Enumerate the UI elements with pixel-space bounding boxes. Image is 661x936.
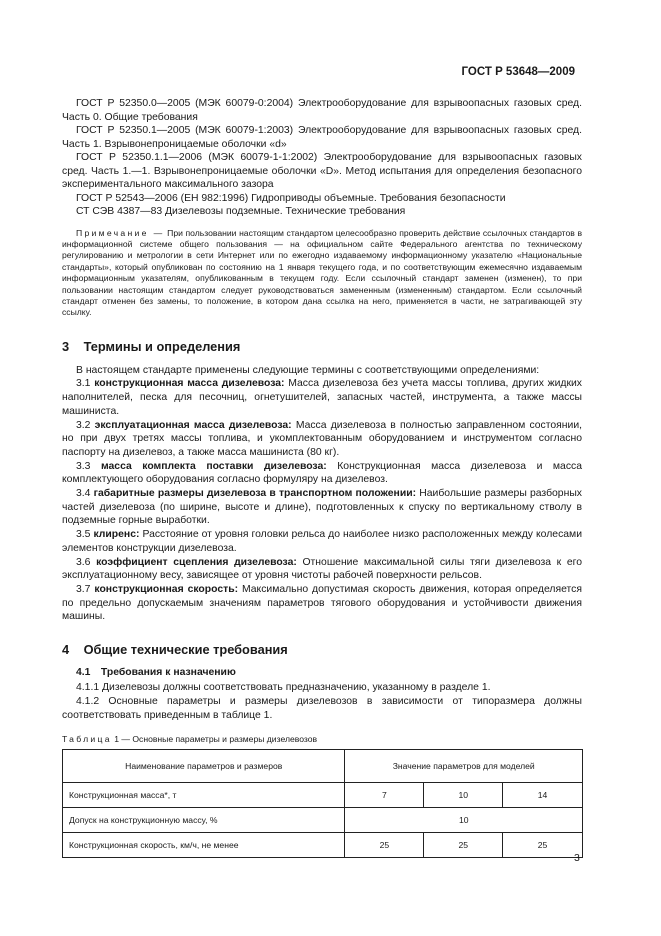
- section-4-body: [62, 681, 582, 722]
- term-name: масса комплекта поставки дизелевоза:: [100, 460, 327, 472]
- note: [62, 228, 582, 319]
- note-label: Примечание —: [76, 227, 165, 238]
- term-number: 3.4: [76, 488, 91, 500]
- reference-item: ГОСТ Р 52350.0—2005 (МЭК 60079-0:2004) Электрооборудование для взрывоопасных газовых сред. Часть 0. Общие требования: [62, 98, 582, 123]
- section-title: Общие технические требования: [83, 642, 288, 658]
- term-text: Масса дизелевоза в полностью заправленном состоянии, но при двух третях массы топлива, и укомплектованным оборудованием и инструментом согласно паспорту на дизелевоз, а также масса машиниста (80 кг).: [62, 419, 583, 458]
- term-definition: [62, 556, 582, 583]
- section-intro: В настоящем стандарте применены следующие термины с соответствующими определениями:: [76, 364, 540, 376]
- subsection-number: 4.1: [76, 667, 91, 679]
- section-3-body: [62, 364, 582, 624]
- value-model-2: 10: [424, 783, 503, 808]
- column-header-parameter: Наименование параметров и размеров: [63, 750, 345, 783]
- table-row: [63, 808, 583, 833]
- term-number: 3.7: [76, 584, 91, 595]
- subsection-title: Требования к назначению: [100, 667, 236, 679]
- section-3-heading: [62, 339, 582, 354]
- table-caption: [62, 734, 582, 744]
- page-content: [62, 97, 582, 858]
- term-number: 3.3: [76, 460, 91, 472]
- normative-references: [62, 97, 582, 219]
- term-name: конструкционная масса дизелевоза:: [94, 378, 285, 390]
- term-number: 3.2: [76, 419, 91, 431]
- term-text: Максимально допустимая скорость движения, которая определяется по предельно допускаемым значениям параметров тягового оборудования и устойчивости движения машины.: [62, 584, 582, 623]
- term-definition: [62, 528, 582, 555]
- table-header-row: [63, 750, 583, 783]
- term-text: Конструкционная масса дизелевоза и масса комплектующего оборудования согласно формуляру на дизелевоз.: [62, 460, 583, 486]
- term-number: 3.1: [76, 378, 91, 390]
- subsection-4-1-heading: [76, 667, 582, 678]
- section-title: Термины и определения: [83, 338, 241, 354]
- term-definition: [62, 377, 582, 418]
- term-number: 3.5: [76, 529, 91, 541]
- parameters-table: [62, 749, 583, 858]
- column-header-values: Значение параметров для моделей: [345, 750, 583, 783]
- section-number: 4: [62, 642, 70, 658]
- term-text: Отношение максимальной силы тяги дизелевоза к его эксплуатационному весу, зависящее от уровня чистоты рабочей поверхности рельсов.: [62, 556, 582, 582]
- term-name: коэффициент сцепления дизелевоза:: [96, 556, 297, 568]
- section-4-heading: [62, 642, 582, 657]
- term-name: клиренс:: [93, 529, 140, 541]
- term-text: Масса дизелевоза без учета массы топлива, других жидких наполнителей, песка для песочниц, огнетушителей, запасных частей, инструмента, а также массы машиниста.: [62, 378, 583, 417]
- term-text: Наибольшие размеры разборных частей дизелевоза (по ширине, высоте и длине), подготовленных к спуску по вертикальному стволу в подземные горные выработки.: [62, 488, 582, 527]
- reference-item: ГОСТ Р 52350.1—2005 (МЭК 60079-1:2003) Электрооборудование для взрывоопасных газовых сред. Часть 1. Взрывонепроницаемые оболочки «d»: [62, 125, 582, 150]
- term-name: эксплуатационная масса дизелевоза:: [94, 419, 292, 431]
- reference-item: ГОСТ Р 52350.1.1—2006 (МЭК 60079-1-1:2002) Электрооборудование для взрывоопасных газовых сред. Часть 1.—1. Взрывонепроницаемые оболочки «D». Метод испытания для определения безопасного экспериментального максимального зазора: [62, 152, 582, 190]
- reference-item: СТ СЭВ 4387—83 Дизелевозы подземные. Технические требования: [76, 206, 406, 217]
- term-text: Расстояние от уровня головки рельса до наиболее низко расположенных между колесами элементов конструкции дизелевоза.: [62, 529, 582, 554]
- value-model-3: 14: [503, 783, 583, 808]
- value-model-2: 25: [424, 833, 503, 858]
- term-definition: [62, 419, 582, 460]
- term-definition: [62, 487, 582, 528]
- page-number: 3: [574, 852, 580, 864]
- value-model-1: 7: [345, 783, 424, 808]
- value-all-models: 10: [345, 808, 583, 833]
- term-name: конструкционная скорость:: [94, 584, 239, 595]
- param-name: Конструкционная масса*, т: [63, 783, 345, 808]
- table-row: [63, 783, 583, 808]
- reference-item: ГОСТ Р 52543—2006 (ЕН 982:1996) Гидроприводы объемные. Требования безопасности: [76, 192, 506, 204]
- term-name: габаритные размеры дизелевоза в транспортном положении:: [93, 488, 417, 500]
- paragraph: 4.1.1 Дизелевозы должны соответствовать предназначению, указанному в разделе 1.: [76, 682, 491, 694]
- param-name: Конструкционная скорость, км/ч, не менее: [63, 833, 345, 858]
- term-definition: [62, 460, 582, 487]
- table-row: [63, 833, 583, 858]
- section-number: 3: [62, 338, 70, 354]
- page-header: ГОСТ Р 53648—2009: [461, 66, 575, 78]
- note-text: При пользовании настоящим стандартом целесообразно проверить действие ссылочных стандартов в информационной системе общего пользования — на официальном сайте Федерального агентства по техническому регулированию и метрологии в сети Интернет или по ежегодно издаваемому информационному указателю «Национальные стандарты», который опубликован по состоянию на 1 января текущего года, и по соответствующим ежемесячно издаваемым информационным указателям, опубликованным в текущем году. Если ссылочный стандарт заменен (изменен), то при пользовании настоящим стандартом следует руководствоваться замененным (измененным) стандартом. Если ссылочный стандарт отменен без замены, то положение, в котором дана ссылка на него, применяется в части, не затрагивающей эту ссылку.: [62, 227, 583, 318]
- term-number: 3.6: [76, 556, 91, 568]
- value-model-3: 25: [503, 833, 583, 858]
- table-caption-text: 1 — Основные параметры и размеры дизелевозов: [114, 734, 318, 745]
- paragraph: 4.1.2 Основные параметры и размеры дизелевозов в зависимости от типоразмера должны соответствовать приведенным в таблице 1.: [62, 695, 582, 721]
- param-name: Допуск на конструкционную массу, %: [63, 808, 345, 833]
- table-label: Таблица: [62, 734, 112, 745]
- value-model-1: 25: [345, 833, 424, 858]
- term-definition: [62, 583, 582, 624]
